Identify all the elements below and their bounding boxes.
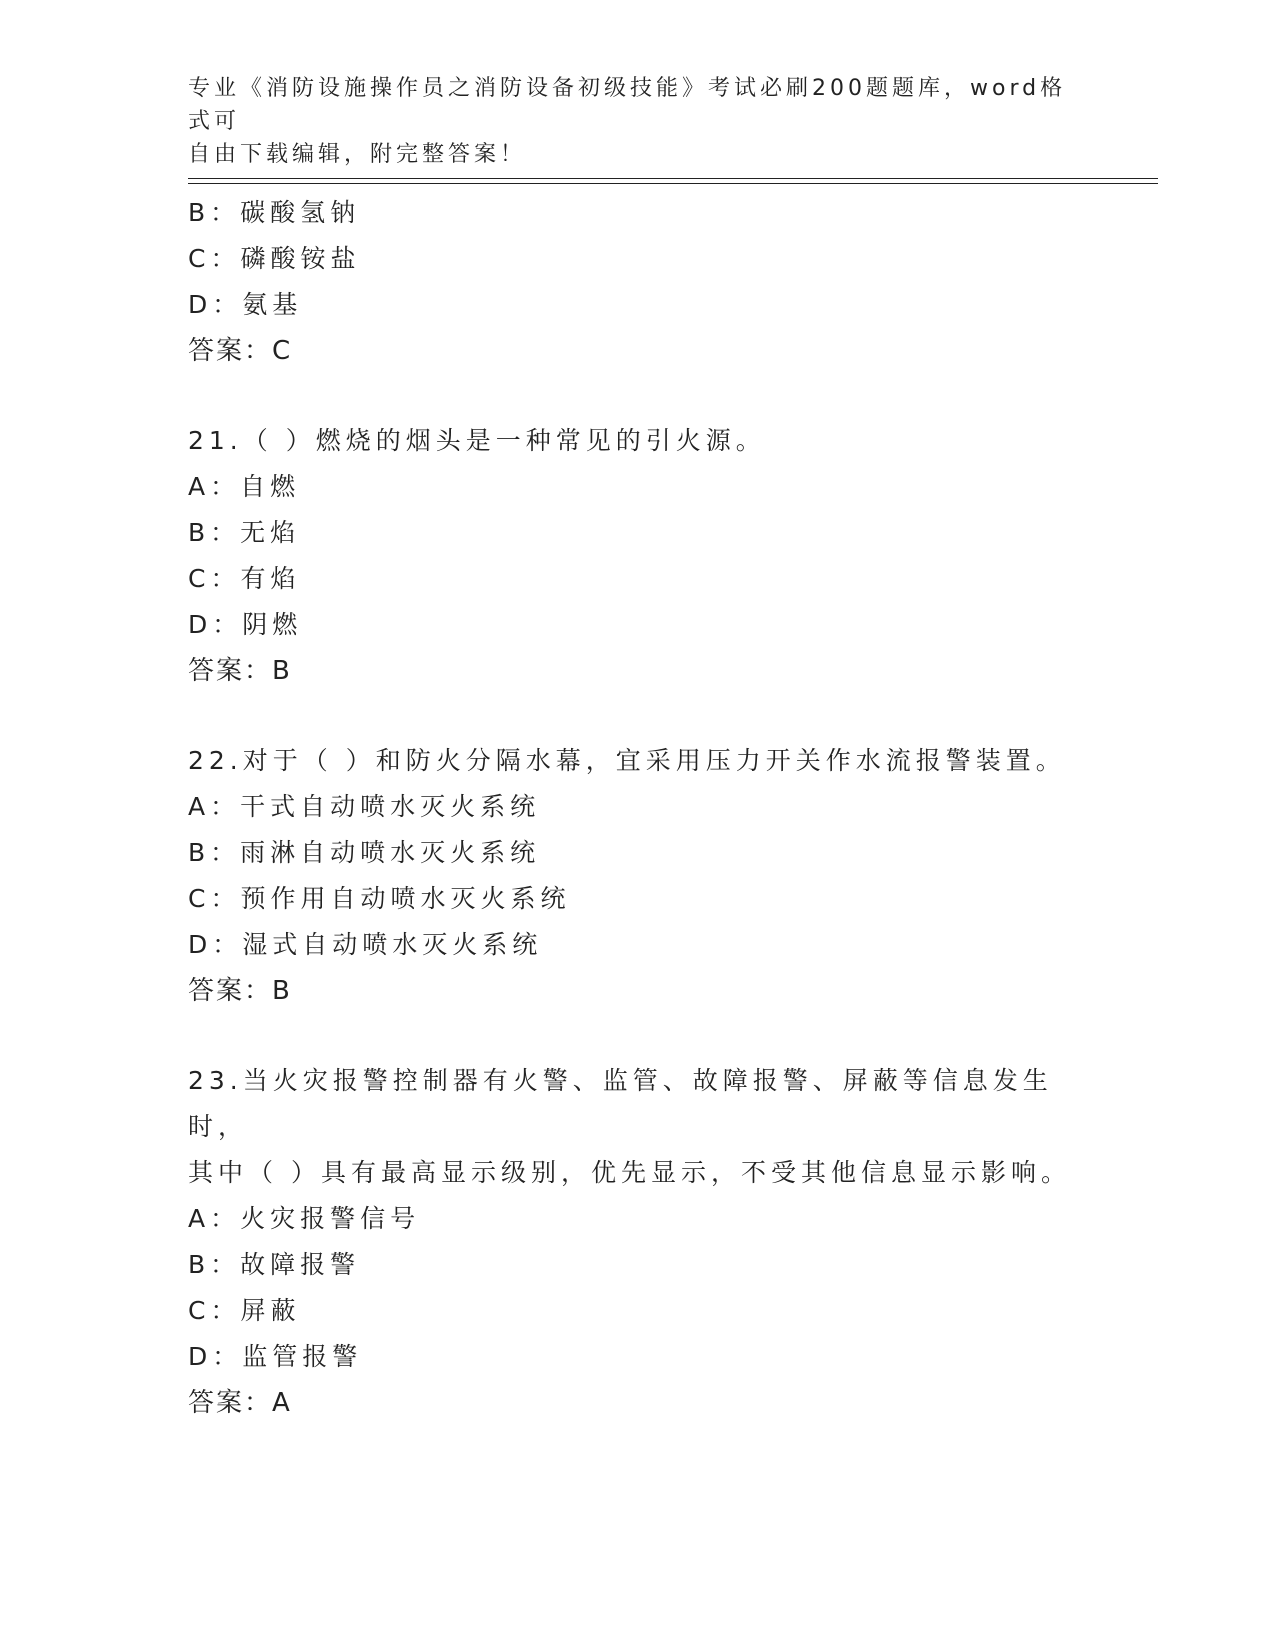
option: D：湿式自动喷水灭火系统: [188, 930, 543, 959]
option: A：干式自动喷水灭火系统: [188, 792, 541, 821]
option: C：有焰: [188, 564, 301, 593]
question-22: [188, 738, 1088, 1014]
option: A：火灾报警信号: [188, 1204, 421, 1233]
option: C：预作用自动喷水灭火系统: [188, 884, 571, 913]
option: D：监管报警: [188, 1342, 363, 1371]
option: B：雨淋自动喷水灭火系统: [188, 838, 541, 867]
option: C：磷酸铵盐: [188, 244, 361, 273]
header-rule: [188, 178, 1158, 179]
document-body: [188, 190, 1088, 1426]
header-rule-double: [188, 183, 1158, 184]
header-line-2: 自由下载编辑，附完整答案！: [188, 142, 527, 167]
option: A：自燃: [188, 472, 301, 501]
answer: 答案：B: [188, 656, 292, 686]
option: D：阴燃: [188, 610, 303, 639]
option: D：氨基: [188, 290, 303, 319]
question-23: [188, 1058, 1088, 1426]
question-stem: 21.（ ）燃烧的烟头是一种常见的引火源。: [188, 426, 766, 455]
answer: 答案：C: [188, 336, 293, 366]
question-stem: 22.对于（ ）和防火分隔水幕，宜采用压力开关作水流报警装置。: [188, 746, 1066, 775]
question-21: [188, 418, 1088, 694]
page-header: [188, 72, 1078, 171]
header-line-1: 专业《消防设施操作员之消防设备初级技能》考试必刷200题题库，word格式可: [188, 76, 1067, 134]
partial-question: [188, 190, 1088, 374]
question-stem-continued: 其中（ ）具有最高显示级别，优先显示，不受其他信息显示影响。: [188, 1158, 1071, 1187]
answer: 答案：B: [188, 976, 292, 1006]
answer: 答案：A: [188, 1388, 292, 1418]
option: B：碳酸氢钠: [188, 198, 361, 227]
option: C：屏蔽: [188, 1296, 301, 1325]
question-stem: 23.当火灾报警控制器有火警、监管、故障报警、屏蔽等信息发生时，: [188, 1066, 1053, 1141]
option: B：故障报警: [188, 1250, 361, 1279]
option: B：无焰: [188, 518, 301, 547]
